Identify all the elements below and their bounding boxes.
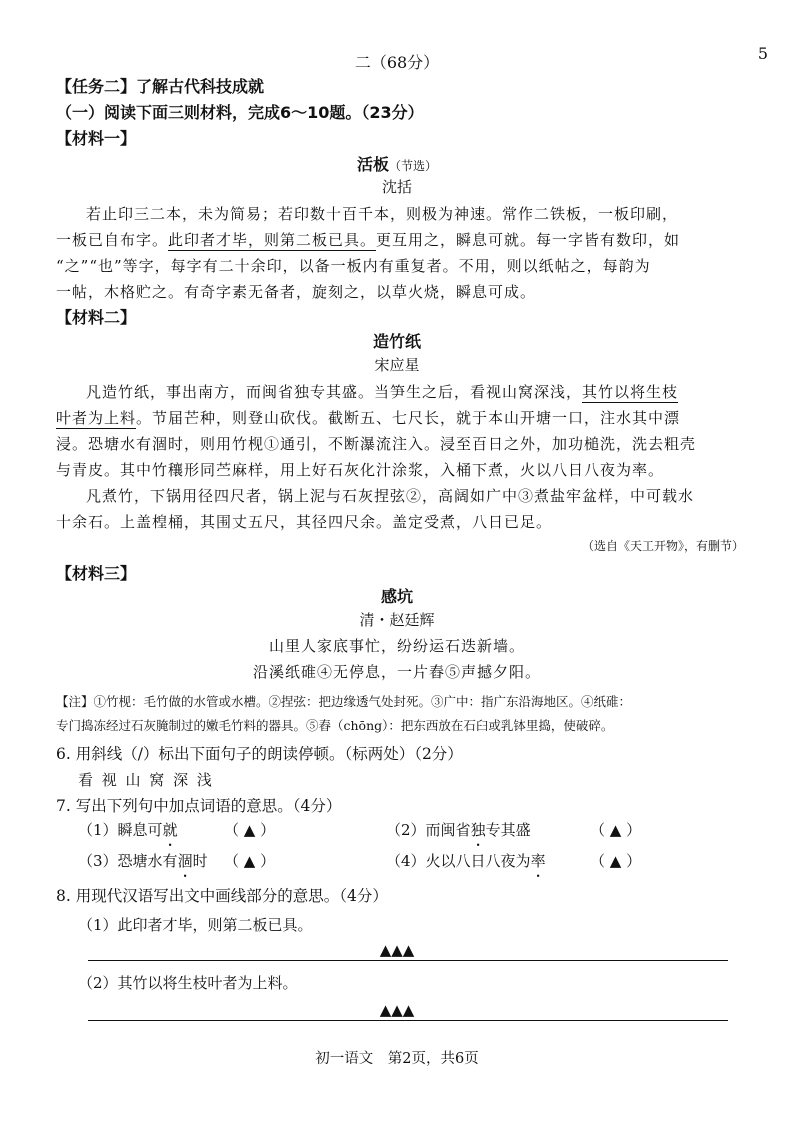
q7-item3-pre: 恐塘水有 (117, 852, 178, 870)
notes-line1: 【注】①竹枧：毛竹做的水管或水槽。②捏弦：把边缘透气处封死。③广中：指广东沿海地区。④纸碓： (56, 694, 632, 709)
q8-item2-answer-mark[interactable]: ▲▲▲ (379, 1001, 415, 1019)
q7-item2-post: 专其盛 (485, 821, 531, 839)
q7-item3-answer[interactable]: （ ▲ ） (224, 852, 276, 870)
q8-item2-answer-line (88, 1020, 728, 1021)
q7-item3-dotted-word: 涸 (177, 852, 193, 870)
material2-p2-line1: 凡煮竹，下锅用径四尺者，锅上泥与石灰捏弦②，高阔如广中③煮盐牢盆样，中可载水 (86, 487, 695, 505)
reading-instruction: （一）阅读下面三则材料，完成6～10题。（23分） (56, 103, 424, 122)
material3-poem-line1: 山里人家底事忙，纷纷运石迭新墙。 (268, 637, 525, 655)
q7-item1-dotted-word: 就 (162, 821, 178, 839)
q7-item1-pre: 瞬息可 (117, 821, 163, 839)
q7-item2-pre: 而闽省 (425, 821, 471, 839)
q7-item2-num: （2） (386, 821, 426, 839)
material1-title-text: 活板 (356, 155, 389, 174)
q7-item4 (386, 850, 546, 871)
q6-stem: 6. 用斜线（/）标出下面句子的朗读停顿。（标两处）（2分） (56, 745, 463, 763)
notes-line2: 专门捣冻经过石灰腌制过的嫩毛竹料的器具。⑤舂（chōng）：把东西放在石臼或乳钵里捣，使破碎。 (56, 718, 614, 733)
q6-sentence: 看 视 山 窝 深 浅 (78, 771, 214, 789)
material1-author: 沈括 (381, 178, 412, 196)
material2-source: （选自《天工开物》，有删节） (581, 539, 744, 553)
material1-title-note: （节选） (389, 159, 438, 173)
section-header: 二（68分） (354, 53, 440, 72)
material2-p1-line2-b: 。节届芒种，则登山砍伐。截断五、七尺长，就于本山开塘一口，注水其中漂 (136, 409, 681, 427)
material3-label: 【材料三】 (56, 564, 137, 583)
material1-label: 【材料一】 (56, 129, 137, 148)
q8-item1: （1）此印者才毕，则第二板已具。 (78, 916, 313, 934)
material2-label: 【材料二】 (56, 308, 137, 327)
material1-underlined-sentence: 此印者才毕，则第二板已具。 (168, 231, 377, 249)
q7-item4-pre: 火以八日八夜为 (425, 852, 531, 870)
material1-title (0, 152, 794, 175)
material2-p2-line2: 十余石。上盖楻桶，其围丈五尺，其径四尺余。盖定受煮，八日已足。 (56, 513, 553, 531)
q7-item2 (386, 819, 531, 840)
q8-item2: （2）其竹以将生枝叶者为上料。 (78, 974, 298, 992)
material3-poem-line2: 沿溪纸碓④无停息，一片舂⑤声撼夕阳。 (252, 663, 541, 681)
q7-item3-num: （3） (78, 852, 118, 870)
q8-item1-answer-line (88, 960, 728, 961)
material2-p1-line3: 浸。恐塘水有涸时，则用竹枧①通引，不断瀑流注入。浸至百日之外，加功槌洗，洗去粗壳 (56, 435, 697, 453)
material1-line3: “之”“也”等字，每字有二十余印，以备一板内有重复者。不用，则以纸帖之，每韵为 (56, 257, 651, 275)
q7-item1-answer[interactable]: （ ▲ ） (224, 821, 276, 839)
q7-item4-dotted-word: 率 (530, 852, 546, 870)
q8-stem: 8. 用现代汉语写出文中画线部分的意思。（4分） (56, 887, 388, 905)
q7-item2-dotted-word: 独 (470, 821, 486, 839)
q7-item1-num: （1） (78, 821, 118, 839)
page-corner-mark: 5 (757, 44, 768, 63)
q7-item3 (78, 850, 208, 871)
q7-item4-answer[interactable]: （ ▲ ） (590, 852, 642, 870)
material1-line1: 若止印三二本，未为简易；若印数十百千本，则极为神速。常作二铁板，一板印刷， (86, 205, 679, 223)
q7-item3-post: 时 (192, 852, 208, 870)
material2-p1-line1-a: 凡造竹纸，事出南方，而闽省独专其盛。当笋生之后，看视山窝深浅， (86, 383, 583, 401)
material2-author: 宋应星 (374, 356, 420, 374)
material2-p1-line2 (56, 407, 680, 428)
material1-line4: 一帖，木格贮之。有奇字素无备者，旋刻之，以草火烧，瞬息可成。 (56, 283, 537, 301)
q7-item2-answer[interactable]: （ ▲ ） (590, 821, 642, 839)
q7-item1 (78, 819, 178, 840)
material1-line2-rest: 更互用之，瞬息可就。每一字皆有数印，如 (376, 231, 681, 249)
material2-title: 造竹纸 (372, 332, 421, 351)
q7-item4-num: （4） (386, 852, 426, 870)
page-footer: 初一语文 第2页，共6页 (315, 1051, 479, 1067)
q8-item1-answer-mark[interactable]: ▲▲▲ (379, 941, 415, 959)
material2-underlined-part2: 叶者为上料 (56, 409, 137, 427)
material1-line2 (56, 229, 680, 250)
material3-author: 清・赵廷辉 (359, 611, 435, 629)
material2-p1-line1 (86, 381, 678, 402)
material3-title: 感坑 (380, 587, 413, 606)
material2-underlined-part1: 其竹以将生枝 (582, 383, 679, 401)
q7-stem: 7. 写出下列句中加点词语的意思。（4分） (56, 797, 342, 815)
material1-line2-prefix: 一板已自布字。 (56, 231, 169, 249)
task-title: 【任务二】了解古代科技成就 (56, 77, 265, 96)
material2-p1-line4: 与青皮。其中竹穰形同苎麻样，用上好石灰化汁涂浆，入桶下煮，火以八日八夜为率。 (56, 461, 665, 479)
